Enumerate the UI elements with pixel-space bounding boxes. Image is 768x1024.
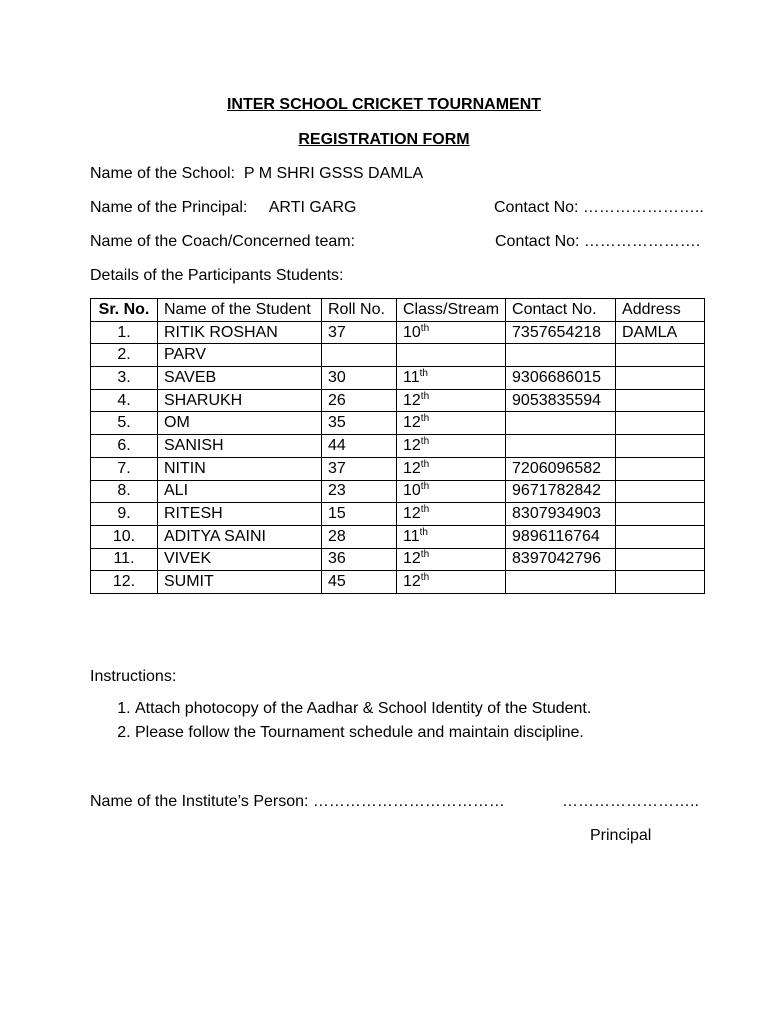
cell-address	[616, 412, 705, 435]
cell-contact-no: 8307934903	[506, 503, 616, 526]
class-number: 12	[403, 505, 421, 523]
cell-student-name: SUMIT	[158, 571, 322, 594]
cell-student-name: RITESH	[158, 503, 322, 526]
instruction-item: 2. Please follow the Tournament schedule and maintain discipline.	[135, 724, 591, 748]
cell-student-name: SAVEB	[158, 367, 322, 390]
cell-sr-no: 8.	[91, 480, 158, 503]
cell-class-stream	[397, 548, 506, 571]
cell-student-name: SANISH	[158, 435, 322, 458]
cell-class-stream	[397, 344, 506, 367]
cell-roll-no	[322, 344, 397, 367]
cell-sr-no: 4.	[91, 389, 158, 412]
cell-address	[616, 435, 705, 458]
table-row	[91, 321, 705, 344]
header-address: Address	[616, 299, 705, 322]
cell-class-stream	[397, 457, 506, 480]
class-suffix: th	[419, 367, 428, 379]
cell-roll-no: 44	[322, 435, 397, 458]
cell-contact-no: 9671782842	[506, 480, 616, 503]
form-title: INTER SCHOOL CRICKET TOURNAMENT	[226, 96, 542, 113]
class-number: 11	[403, 368, 420, 386]
cell-address	[616, 503, 705, 526]
cell-class-stream	[397, 435, 506, 458]
cell-contact-no: 8397042796	[506, 548, 616, 571]
table-row	[91, 548, 705, 571]
class-number: 12	[403, 573, 421, 591]
class-number: 12	[403, 436, 421, 454]
details-label: Details of the Participants Students:	[90, 267, 344, 284]
cell-contact-no	[506, 344, 616, 367]
cell-address	[616, 571, 705, 594]
cell-contact-no: 9053835594	[506, 389, 616, 412]
cell-address	[616, 389, 705, 412]
table-row	[91, 344, 705, 367]
cell-roll-no: 28	[322, 525, 397, 548]
cell-sr-no: 3.	[91, 367, 158, 390]
header-contact-no: Contact No.	[506, 299, 616, 322]
coach-label: Name of the Coach/Concerned team:	[90, 233, 356, 250]
class-suffix: th	[420, 572, 430, 584]
cell-roll-no: 15	[322, 503, 397, 526]
class-suffix: th	[420, 413, 430, 425]
school-line	[90, 166, 423, 182]
instructions-list	[90, 700, 591, 748]
cell-class-stream	[397, 367, 506, 390]
class-number: 11	[403, 527, 420, 545]
table-row	[91, 367, 705, 390]
table-row	[91, 525, 705, 548]
table-row	[91, 435, 705, 458]
cell-roll-no: 35	[322, 412, 397, 435]
cell-sr-no: 12.	[91, 571, 158, 594]
class-suffix: th	[420, 549, 430, 561]
principal-label: Name of the Principal:	[90, 199, 248, 216]
institute-person-line: Name of the Institute’s Person: ………………………………	[90, 793, 505, 810]
cell-student-name: NITIN	[158, 457, 322, 480]
cell-sr-no: 1.	[91, 321, 158, 344]
cell-sr-no: 11.	[91, 548, 158, 571]
cell-student-name: VIVEK	[158, 548, 322, 571]
cell-roll-no: 30	[322, 367, 397, 390]
cell-contact-no: 9896116764	[506, 525, 616, 548]
cell-sr-no: 10.	[91, 525, 158, 548]
cell-class-stream	[397, 321, 506, 344]
cell-address	[616, 457, 705, 480]
form-subtitle: REGISTRATION FORM	[298, 131, 470, 148]
table-row	[91, 412, 705, 435]
class-number: 10	[403, 482, 421, 500]
cell-student-name: SHARUKH	[158, 389, 322, 412]
class-suffix: th	[420, 458, 430, 470]
cell-sr-no: 7.	[91, 457, 158, 480]
school-value: P M SHRI GSSS DAMLA	[243, 165, 424, 182]
cell-student-name: ADITYA SAINI	[158, 525, 322, 548]
class-suffix: th	[420, 435, 430, 447]
cell-student-name: ALI	[158, 480, 322, 503]
cell-class-stream	[397, 525, 506, 548]
cell-contact-no: 9306686015	[506, 367, 616, 390]
cell-contact-no: 7206096582	[506, 457, 616, 480]
cell-roll-no: 36	[322, 548, 397, 571]
cell-roll-no: 26	[322, 389, 397, 412]
cell-sr-no: 6.	[91, 435, 158, 458]
class-number: 12	[403, 414, 421, 432]
class-suffix: th	[420, 481, 430, 493]
cell-contact-no: 7357654218	[506, 321, 616, 344]
cell-class-stream	[397, 389, 506, 412]
table-row	[91, 389, 705, 412]
cell-class-stream	[397, 412, 506, 435]
table-row	[91, 503, 705, 526]
principal-contact: Contact No: …………………..	[494, 199, 704, 216]
cell-class-stream	[397, 503, 506, 526]
class-suffix: th	[420, 322, 430, 334]
header-student-name: Name of the Student	[158, 299, 322, 322]
class-suffix: th	[419, 526, 428, 538]
table-row	[91, 457, 705, 480]
cell-roll-no: 23	[322, 480, 397, 503]
cell-contact-no	[506, 435, 616, 458]
class-number: 12	[403, 391, 421, 409]
instruction-item: 1. Attach photocopy of the Aadhar & School Identity of the Student.	[135, 700, 591, 724]
cell-address	[616, 344, 705, 367]
principal-value: ARTI GARG	[268, 199, 357, 216]
cell-roll-no: 37	[322, 457, 397, 480]
cell-address: DAMLA	[616, 321, 705, 344]
cell-class-stream	[397, 480, 506, 503]
header-class-stream: Class/Stream	[397, 299, 506, 322]
participants-table	[90, 298, 705, 594]
cell-contact-no	[506, 412, 616, 435]
cell-student-name: PARV	[158, 344, 322, 367]
cell-address	[616, 480, 705, 503]
table-row	[91, 480, 705, 503]
cell-sr-no: 2.	[91, 344, 158, 367]
cell-class-stream	[397, 571, 506, 594]
cell-student-name: OM	[158, 412, 322, 435]
cell-roll-no: 37	[322, 321, 397, 344]
table-header-row	[91, 299, 705, 322]
cell-sr-no: 5.	[91, 412, 158, 435]
cell-student-name: RITIK ROSHAN	[158, 321, 322, 344]
cell-contact-no	[506, 571, 616, 594]
table-row	[91, 571, 705, 594]
class-suffix: th	[420, 390, 430, 402]
cell-sr-no: 9.	[91, 503, 158, 526]
class-number: 12	[403, 459, 421, 477]
instructions-label: Instructions:	[90, 668, 177, 685]
cell-roll-no: 45	[322, 571, 397, 594]
cell-address	[616, 548, 705, 571]
cell-address	[616, 367, 705, 390]
cell-address	[616, 525, 705, 548]
principal-line	[90, 200, 356, 216]
class-suffix: th	[420, 504, 430, 516]
class-number: 10	[403, 323, 421, 341]
coach-contact: Contact No: ………………….	[495, 233, 701, 250]
signature-dots: ……………………..	[562, 793, 699, 810]
header-roll-no: Roll No.	[322, 299, 397, 322]
class-number: 12	[403, 550, 421, 568]
school-label: Name of the School:	[90, 165, 235, 182]
principal-signature-label: Principal	[590, 827, 652, 844]
header-sr-no: Sr. No.	[91, 299, 158, 322]
